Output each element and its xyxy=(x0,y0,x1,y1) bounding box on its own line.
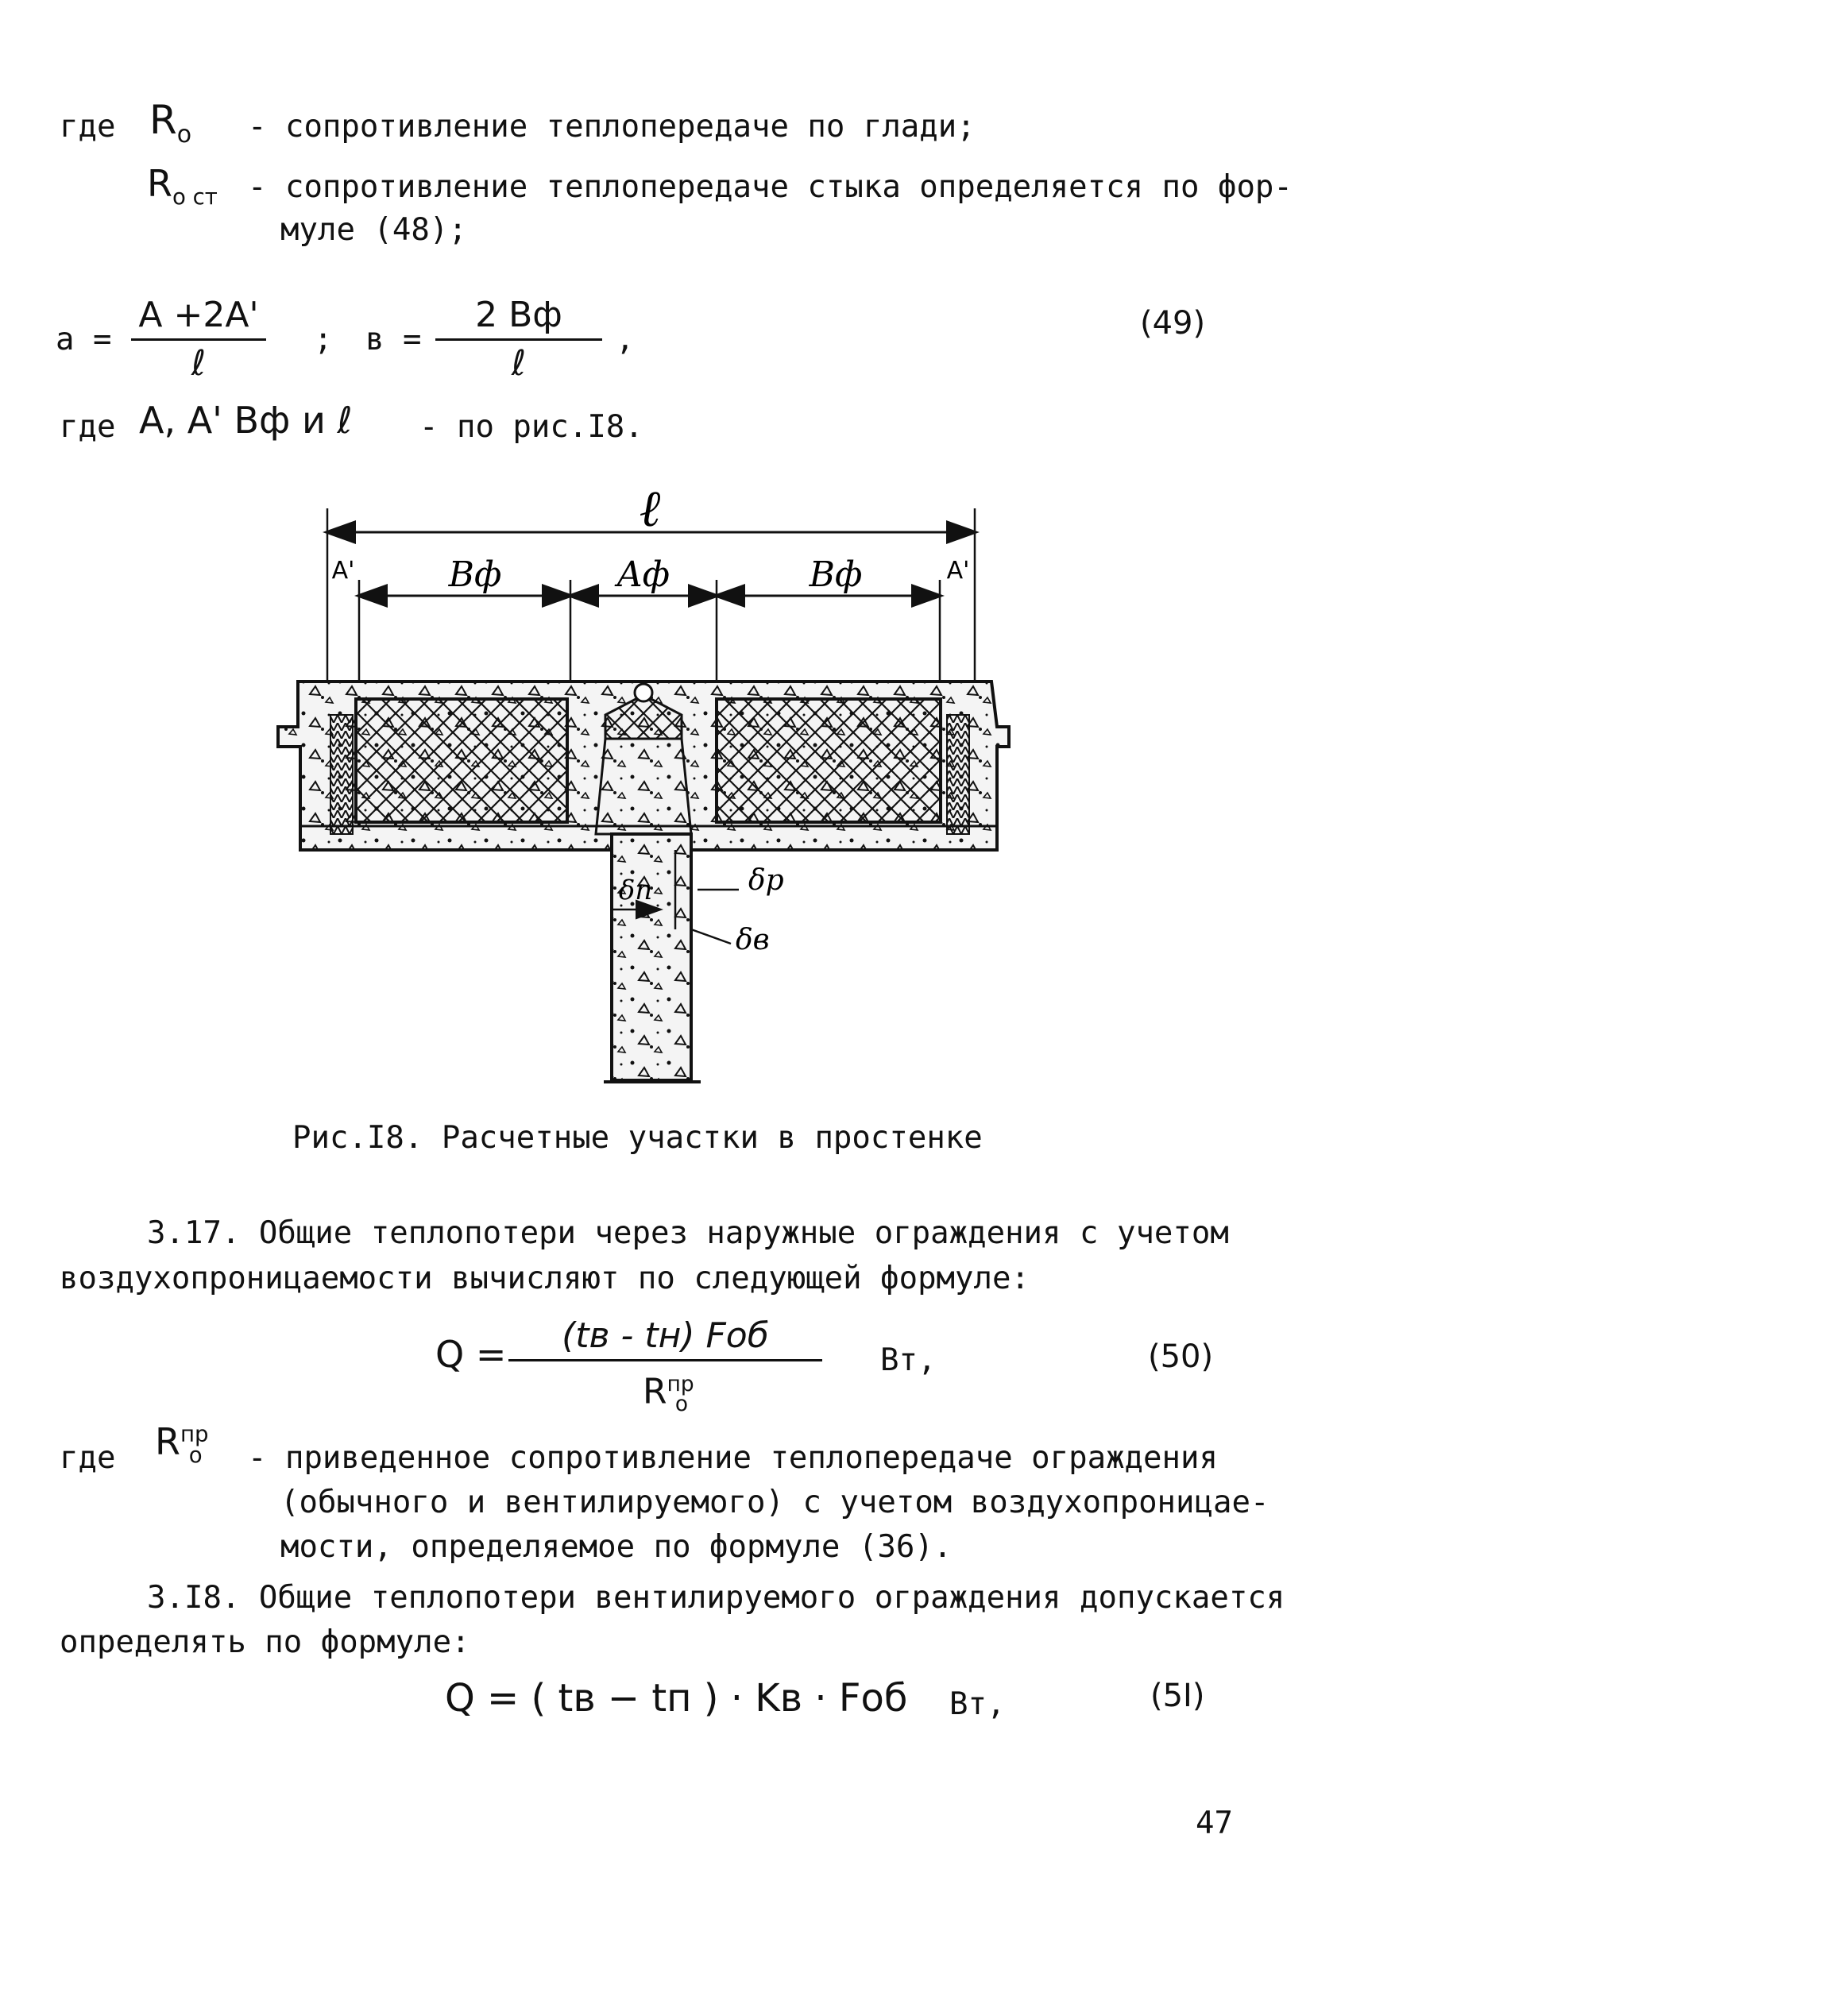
r0-description: - сопротивление теплопередаче по глади; xyxy=(248,109,976,145)
eq50-lhs: Q = xyxy=(435,1333,507,1376)
p317-line1: 3.17. Общие теплопотери через наружные ограждения с учетом xyxy=(147,1215,1229,1251)
where-label-1: где xyxy=(60,109,116,145)
label-delta-p: δп xyxy=(618,875,653,906)
eq49-a-numerator: A +2A' xyxy=(138,295,259,335)
where-label-3: где xyxy=(60,1440,116,1476)
eq49-b-lhs: в = xyxy=(365,322,422,357)
eq49-a-denominator: ℓ xyxy=(191,343,207,384)
eq51-number: (5I) xyxy=(1150,1678,1205,1714)
eq50-denominator: $R^{пр}_o$ xyxy=(643,1371,694,1417)
where3-line1: - приведенное сопротивление теплопередаче ограждения xyxy=(248,1440,1218,1476)
eq50-unit: Вт, xyxy=(880,1342,937,1378)
eq50-number: (50) xyxy=(1148,1338,1214,1375)
where2-symbols: A, A' Bф и ℓ xyxy=(139,399,353,442)
r0pr-symbol: $R^{пр}_o$ xyxy=(155,1420,209,1469)
where3-line2: (обычного и вентилируемого) с учетом воздухопроницае- xyxy=(280,1485,1269,1520)
r0st-description-line1: - сопротивление теплопередаче стыка определяется по фор- xyxy=(248,169,1293,205)
label-a: Aф xyxy=(616,554,670,595)
label-b-left: Bф xyxy=(448,554,502,595)
p317-line2: воздухопроницаемости вычисляют по следующей формуле: xyxy=(60,1261,1030,1296)
eq49-a-lhs: а = xyxy=(56,322,112,357)
where2-description: - по рис.I8. xyxy=(419,409,643,445)
label-a-prime-left: A' xyxy=(331,557,355,585)
label-l: ℓ xyxy=(639,485,661,539)
label-a-prime-right: A' xyxy=(946,557,970,585)
p318-line2: определять по формуле: xyxy=(60,1624,470,1660)
page-number: 47 xyxy=(1196,1806,1233,1841)
eq49-comma: , xyxy=(616,322,635,357)
r0-symbol: $R_o$ xyxy=(149,97,192,149)
label-delta-v: δв xyxy=(736,924,770,956)
eq49-b-denominator: ℓ xyxy=(511,343,527,384)
label-b-right: Bф xyxy=(809,554,863,595)
where-label-2: где xyxy=(60,409,116,445)
eq50-fraction xyxy=(508,1315,822,1426)
label-delta-r: δр xyxy=(748,864,784,897)
eq51-formula: Q = ( tв − tп ) · Kв · Fоб xyxy=(445,1676,908,1721)
p318-line1: 3.I8. Общие теплопотери вентилируемого ограждения допускается xyxy=(147,1580,1285,1616)
eq49-b-numerator: 2 Bф xyxy=(475,295,562,335)
eq49-a-fraction xyxy=(131,294,266,385)
figure-caption: Рис.I8. Расчетные участки в простенке xyxy=(292,1120,983,1156)
where3-line3: мости, определяемое по формуле (36). xyxy=(280,1529,953,1565)
r0st-description-line2: муле (48); xyxy=(280,212,467,248)
eq49-b-fraction xyxy=(435,294,602,385)
eq50-numerator: (tв - tн) Fоб xyxy=(562,1315,769,1356)
eq49-separator: ; xyxy=(314,322,333,357)
eq51-unit: Вт, xyxy=(949,1686,1006,1722)
figure-18-diagram xyxy=(262,485,1057,1104)
eq49-number: (49) xyxy=(1140,305,1206,342)
r0st-symbol: $R_{o ст}$ xyxy=(147,162,218,210)
